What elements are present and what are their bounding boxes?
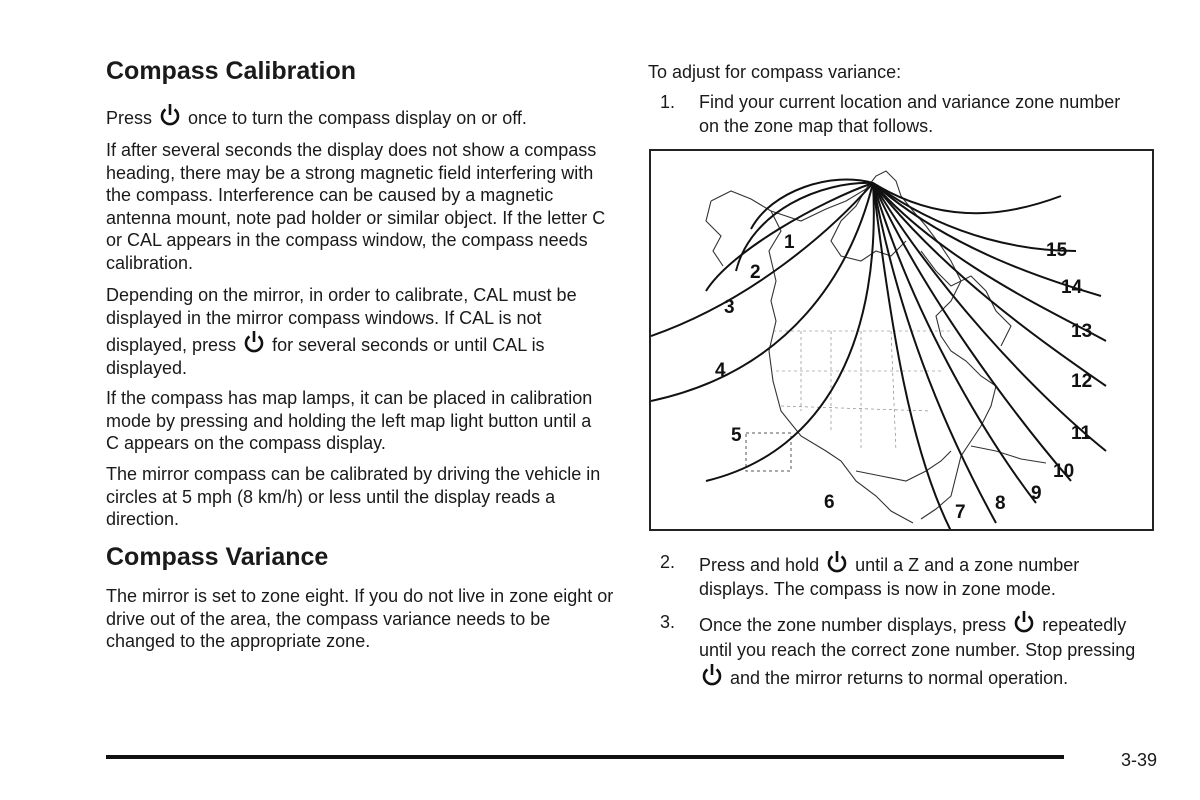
step-3-text: [699, 610, 1154, 691]
calibration-heading: Compass Calibration: [106, 57, 357, 85]
power-icon: [1013, 610, 1035, 634]
zone-label-1: 1: [784, 232, 795, 253]
hawaii-inset: [746, 433, 791, 471]
zone-label-6: 6: [824, 492, 835, 513]
coastline-outline: [706, 171, 1046, 523]
zone-map-graphic: [651, 151, 1152, 529]
step-2-start: Press and hold: [699, 555, 820, 575]
zone-label-15: 15: [1046, 240, 1068, 261]
zone-label-9: 9: [1031, 483, 1042, 504]
zone-label-12: 12: [1071, 371, 1093, 392]
step-2-end: until a Z and a zone number displays. The compass is now in zone mode.: [699, 555, 1080, 599]
calibration-p1-end: once to turn the compass display on or off.: [188, 108, 527, 128]
zone-label-13: 13: [1071, 321, 1093, 342]
borders: [773, 331, 951, 451]
zone-label-8: 8: [995, 493, 1006, 514]
calibration-paragraph-3: [106, 284, 616, 380]
power-icon: [701, 663, 723, 687]
variance-heading: Compass Variance: [106, 543, 329, 571]
step-2-text: [699, 550, 1139, 601]
calibration-p1-start: Press: [106, 108, 153, 128]
calibration-paragraph-5: The mirror compass can be calibrated by driving the vehicle in circles at 5 mph (8 km/h) or less until the display reads a direction.: [106, 464, 601, 529]
calibration-paragraph-2: If after several seconds the display does not show a compass heading, there may be a strong magnetic field interfering with the compass. Interference can be caused by a magnetic antenna mount, note pad holder or similar object. If the letter C or CAL appears in the compass window, the compass needs calibration.: [106, 140, 606, 273]
adjust-intro: To adjust for compass variance:: [648, 62, 902, 82]
zone-label-14: 14: [1061, 277, 1083, 298]
step-2: [660, 550, 1160, 602]
step-1: [660, 90, 1160, 138]
step-1-text: Find your current location and variance zone number on the zone map that follows.: [699, 92, 1121, 136]
calibration-paragraph-4: If the compass has map lamps, it can be placed in calibration mode by pressing and holding the left map light button until a C appears on the compass display.: [106, 388, 593, 453]
zone-label-3: 3: [724, 297, 735, 318]
step-3-middle: repeatedly until you reach the correct zone number. Stop pressing: [699, 615, 1136, 660]
step-3: [660, 610, 1160, 715]
power-icon: [243, 330, 265, 354]
power-icon: [159, 103, 181, 127]
power-icon: [826, 550, 848, 574]
step-3-start: Once the zone number displays, press: [699, 615, 1007, 635]
step-2-number: 2.: [660, 552, 676, 572]
calibration-p3-end: for several seconds or until CAL is displayed.: [106, 335, 545, 378]
zone-label-7: 7: [955, 502, 966, 523]
footer-rule: [106, 755, 1064, 759]
zone-map: [649, 149, 1154, 531]
zone-label-4: 4: [715, 360, 726, 381]
page-number: 3-39: [1120, 750, 1157, 770]
zone-lines: [651, 180, 1106, 529]
calibration-paragraph-1: [106, 103, 616, 130]
step-3-end: and the mirror returns to normal operation.: [730, 668, 1069, 688]
zone-label-5: 5: [731, 425, 742, 446]
variance-paragraph-1: The mirror is set to zone eight. If you do not live in zone eight or drive out of the area, the compass variance needs to be changed to the appropriate zone.: [106, 586, 614, 651]
zone-label-10: 10: [1053, 461, 1075, 482]
step-1-number: 1.: [660, 92, 676, 112]
calibration-p3-start: Depending on the mirror, in order to calibrate, CAL must be displayed in the mirror compass windows. If CAL is not displayed, press: [106, 285, 577, 355]
step-3-number: 3.: [660, 612, 676, 632]
zone-label-2: 2: [750, 262, 761, 283]
zone-label-11: 11: [1071, 423, 1092, 444]
